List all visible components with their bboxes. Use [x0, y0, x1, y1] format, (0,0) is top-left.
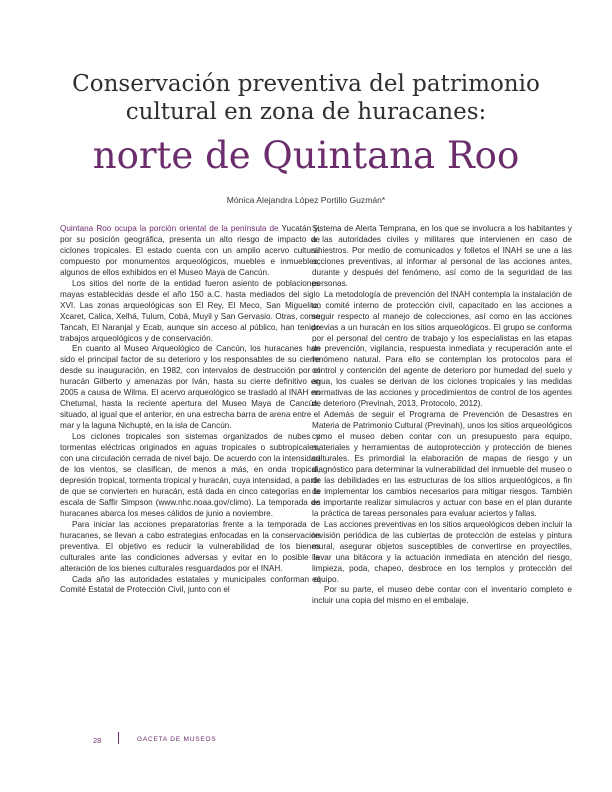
footer-divider	[118, 732, 119, 744]
title-line-3: norte de Quintana Roo	[92, 134, 520, 177]
paragraph: Sistema de Alerta Temprana, en los que se involucra a los habitantes y a las autoridades civiles y militares que intervienen en caso de siniestros. Por medio de comunicados y folletos el INAH se une a las acciones preventivas, al informar al personal de las acciones antes, durante y después del fenómeno, así como de la seguridad de las personas.	[312, 224, 572, 288]
paragraph: Para iniciar las acciones preparatorias frente a la temporada de huracanes, se llevan a cabo estrategias enfocadas en la conservación preventiva. El objetivo es reducir la vulnerabilidad de los bienes culturales ante las condiciones adversas y evitar en lo posible la alteración de los bienes culturales resguardados por el INAH.	[60, 519, 320, 573]
lead-in-text: Quintana Roo ocupa la porción oriental de la península de	[60, 224, 279, 233]
title-line-1: Conservación preventiva del patrimonio	[72, 71, 540, 97]
page-number: 28	[93, 736, 102, 745]
paragraph: Los ciclones tropicales son sistemas organizados de nubes y tormentas eléctricas originados en aguas tropicales o subtropicales, con una circulación cerrada de nivel bajo. De acuerdo con la intensidad de los vientos, se clasifican, de menos a más, en onda tropical, depresión tropical, tormenta tropical y huracán, cuya intensidad, a partir de que se convierten en huracán, está dada en cinco categorías en la escala de Saffir Simpson (www.nhc.noaa.gov/climo). La temporada de huracanes abarca los meses cálidos de junio a noviembre.	[60, 432, 320, 518]
author-byline: Mónica Alejandra López Portillo Guzmán*	[226, 195, 386, 205]
paragraph: La metodología de prevención del INAH contempla la instalación de un comité interno de protección civil, capacitado en las acciones a seguir respecto al manejo de colecciones, así como en las acciones previas a un huracán en los sitios arqueológicos. El grupo se conforma por el personal del centro de trabajo y los especialistas en las etapas de prevención, vigilancia, respuesta inmediata y recuperación ante el fenómeno natural. Para ello se contemplan los protocolos para el control y contención del agente de deterioro por humedad del suelo y agua, los cuales se derivan de los ciclones tropicales y las medidas normativas de las acciones y procedimientos de control de los agentes de deterioro (Previnah, 2013, Protocolo, 2012).	[312, 289, 572, 409]
paragraph: Además de seguir el Programa de Prevención de Desastres en Materia de Patrimonio Cultural (Previnah), unos los sitios arqueológicos como el museo deben contar con un presupuesto para equipo, materiales y herramientas de autoprotección y protección de bienes culturales. Es primordial la elaboración de mapas de riesgo y un diagnóstico para determinar la vulnerabilidad del inmueble del museo o de las debilidades en las estructuras de los sitios arqueológicos, a fin de implementar los cambios necesarios para mitigar riesgos. También es importante realizar simulacros y actuar con base en el plan durante la práctica de tareas personales para evaluar aciertos y fallas.	[312, 410, 572, 518]
left-column	[60, 224, 320, 596]
paragraph-text: Yucatán y, por su posición geográfica, presenta un alto riesgo de impacto de ciclones tropicales. El estado cuenta con un amplio acervo cultural compuesto por monumentos arqueológicos, muebles e inmuebles, algunos de ellos exhibidos en el Museo Maya de Cancún.	[60, 224, 320, 277]
paragraph	[60, 224, 320, 279]
magazine-name: GACETA DE MUSEOS	[137, 736, 217, 743]
paragraph: En cuanto al Museo Arqueológico de Cancún, los huracanes han sido el principal factor de su deterioro y los responsables de su cierre desde su inauguración, en 1982, con intervalos de destrucción por el huracán Gilberto y amenazas por Iván, hasta su cierre definitivo en 2005 a causa de Wilma. El acervo arqueológico se trasladó al INAH en Chetumal, hasta la reciente apertura del Museo Maya de Cancún, situado, al igual que el anterior, en una estrecha barra de arena entre el mar y la laguna Nichupté, en la isla de Cancún.	[60, 344, 320, 431]
paragraph: Por su parte, el museo debe contar con el inventario completo e incluir una copia del mismo en el embalaje.	[312, 585, 572, 606]
paragraph: Los sitios del norte de la entidad fueron asiento de poblaciones mayas establecidas desde el año 150 a.C. hasta mediados del siglo XVI. Las zonas arqueológicas son El Rey, El Meco, San Miguelito, Xcaret, Calica, Xelhá, Tulum, Cobá, Muyil y San Gervasio. Otras, como Tancah, El Naranjal y Ecab, aunque sin acceso al público, han tenido trabajos arqueológicos y de conservación.	[60, 278, 320, 343]
title-line-2: cultural en zona de huracanes:	[125, 99, 487, 125]
paragraph: Las acciones preventivas en los sitios arqueológicos deben incluir la revisión periódica de las cubiertas de protección de estelas y pintura mural, asegurar objetos susceptibles de convertirse en proyectiles, llevar una bitácora y la actuación inmediata en atención del riesgo, limpieza, poda, chapeo, desbroce en los templos y protección del equipo.	[312, 519, 572, 584]
right-column	[312, 224, 572, 607]
paragraph: Cada año las autoridades estatales y municipales conforman el Comité Estatal de Protección Civil, junto con el	[60, 574, 320, 595]
